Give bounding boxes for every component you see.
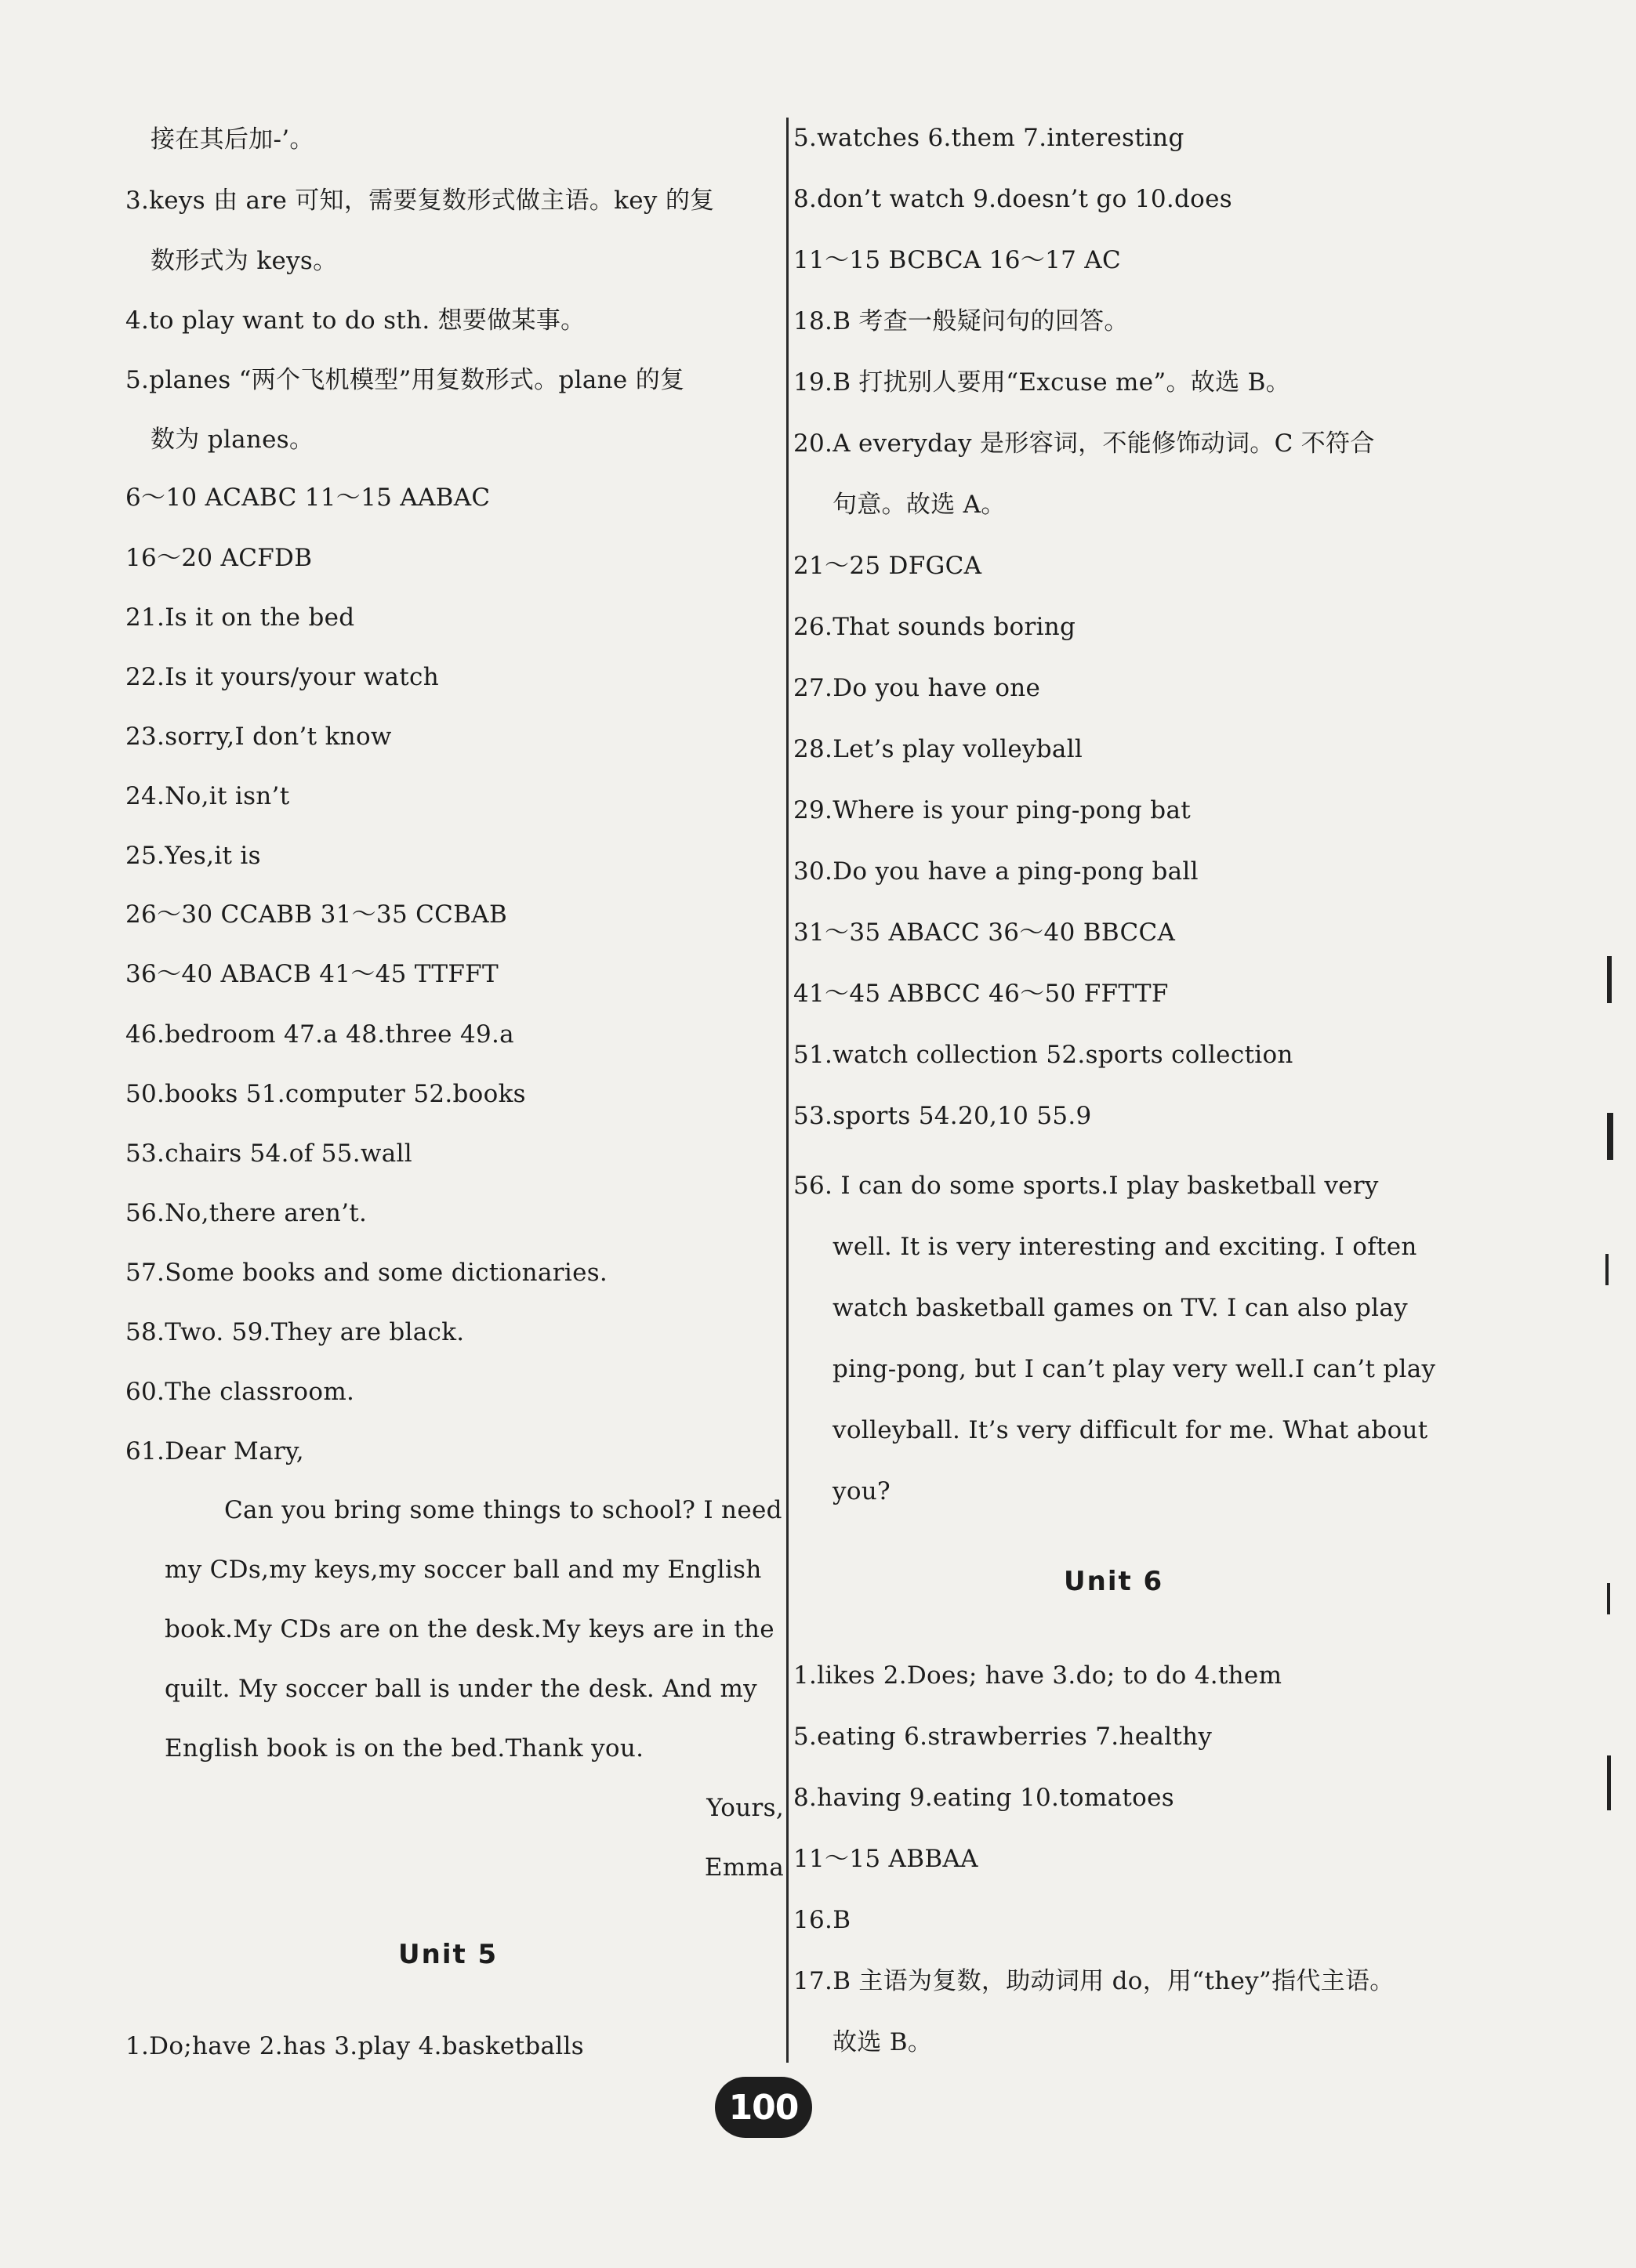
letter-line: book.My CDs are on the desk.My keys are in the: [165, 1615, 774, 1643]
answer-line: 22.Is it yours/your watch: [125, 663, 439, 691]
answer-line: 16～20 ACFDB: [125, 544, 313, 572]
answer-line: 4.to play want to do sth. 想要做某事。: [125, 306, 586, 335]
scan-edge-mark: [1607, 956, 1612, 1003]
answer-line: 24.No,it isn’t: [125, 782, 290, 810]
page-number: 100: [728, 2087, 799, 2128]
answer-line: 41～45 ABBCC 46～50 FFTTF: [793, 980, 1169, 1008]
writing-line: volleyball. It’s very difficult for me. What about: [833, 1416, 1428, 1444]
answer-line: 57.Some books and some dictionaries.: [125, 1259, 608, 1287]
answer-line: 11～15 ABBAA: [793, 1845, 978, 1873]
answer-line: 接在其后加-’。: [151, 125, 314, 154]
writing-line: well. It is very interesting and exciting. I often: [833, 1233, 1417, 1261]
letter-line: English book is on the bed.Thank you.: [165, 1734, 644, 1763]
scan-edge-mark: [1607, 1755, 1611, 1810]
answer-line: 28.Let’s play volleyball: [793, 735, 1083, 763]
answer-line: 46.bedroom 47.a 48.three 49.a: [125, 1020, 514, 1049]
writing-line: you?: [833, 1477, 891, 1505]
answer-line: 60.The classroom.: [125, 1378, 355, 1406]
writing-line: ping-pong, but I can’t play very well.I can’t play: [833, 1355, 1436, 1383]
answer-line: 句意。故选 A。: [833, 491, 1006, 519]
answer-line: 31～35 ABACC 36～40 BBCCA: [793, 918, 1176, 947]
answer-line: 数为 planes。: [151, 426, 314, 454]
answer-line: 5.eating 6.strawberries 7.healthy: [793, 1723, 1213, 1751]
answer-line: 26～30 CCABB 31～35 CCBAB: [125, 900, 508, 929]
answer-line: 5.watches 6.them 7.interesting: [793, 124, 1184, 152]
answer-line: 3.keys 由 are 可知，需要复数形式做主语。key 的复: [125, 187, 715, 215]
answer-line: 58.Two. 59.They are black.: [125, 1318, 465, 1346]
answer-line: 56.No,there aren’t.: [125, 1199, 368, 1227]
scan-edge-mark: [1607, 1113, 1613, 1160]
unit-5-heading: Unit 5: [398, 1939, 499, 1970]
letter-line: my CDs,my keys,my soccer ball and my English: [165, 1556, 762, 1584]
answer-line: 1.Do;have 2.has 3.play 4.basketballs: [125, 2032, 584, 2060]
column-divider: [786, 118, 789, 2063]
scan-edge-mark: [1605, 1254, 1609, 1285]
answer-line: 26.That sounds boring: [793, 613, 1076, 641]
answer-line: 21～25 DFGCA: [793, 552, 982, 580]
answer-line: 19.B 打扰别人要用“Excuse me”。故选 B。: [793, 368, 1290, 397]
answer-line: 51.watch collection 52.sports collection: [793, 1041, 1293, 1069]
answer-line: 1.likes 2.Does; have 3.do; to do 4.them: [793, 1661, 1282, 1690]
answer-line: 23.sorry,I don’t know: [125, 723, 392, 751]
page-number-badge: [715, 2077, 812, 2138]
scan-edge-mark: [1607, 1583, 1610, 1614]
answer-line: 30.Do you have a ping-pong ball: [793, 857, 1199, 886]
answer-line: 21.Is it on the bed: [125, 603, 355, 632]
answer-line: 36～40 ABACB 41～45 TTFFT: [125, 960, 499, 988]
answer-line: 5.planes “两个飞机模型”用复数形式。plane 的复: [125, 366, 685, 394]
answer-line: 61.Dear Mary,: [125, 1437, 304, 1466]
letter-closing: Yours,: [706, 1794, 784, 1822]
answer-line: 故选 B。: [833, 2028, 933, 2056]
answer-line: 16.B: [793, 1906, 851, 1934]
letter-line: quilt. My soccer ball is under the desk. And my: [165, 1675, 757, 1703]
answer-line: 数形式为 keys。: [151, 247, 338, 275]
answer-line: 8.having 9.eating 10.tomatoes: [793, 1784, 1174, 1812]
writing-line: watch basketball games on TV. I can also play: [833, 1294, 1408, 1322]
answer-line: 17.B 主语为复数，助动词用 do，用“they”指代主语。: [793, 1967, 1395, 1995]
answer-line: 11～15 BCBCA 16～17 AC: [793, 246, 1121, 274]
letter-line: Can you bring some things to school? I need: [224, 1496, 782, 1524]
unit-6-heading: Unit 6: [1064, 1566, 1164, 1597]
writing-line: 56. I can do some sports.I play basketball very: [793, 1172, 1379, 1200]
answer-line: 50.books 51.computer 52.books: [125, 1080, 526, 1108]
answer-line: 18.B 考查一般疑问句的回答。: [793, 307, 1129, 335]
letter-signature: Emma: [704, 1853, 784, 1882]
answer-line: 25.Yes,it is: [125, 842, 261, 870]
answer-line: 20.A everyday 是形容词，不能修饰动词。C 不符合: [793, 429, 1375, 458]
answer-line: 53.sports 54.20,10 55.9: [793, 1102, 1092, 1130]
answer-line: 6～10 ACABC 11～15 AABAC: [125, 484, 491, 512]
answer-line: 8.don’t watch 9.doesn’t go 10.does: [793, 185, 1232, 213]
answer-line: 29.Where is your ping-pong bat: [793, 796, 1191, 824]
answer-line: 27.Do you have one: [793, 674, 1041, 702]
answer-line: 53.chairs 54.of 55.wall: [125, 1139, 412, 1168]
